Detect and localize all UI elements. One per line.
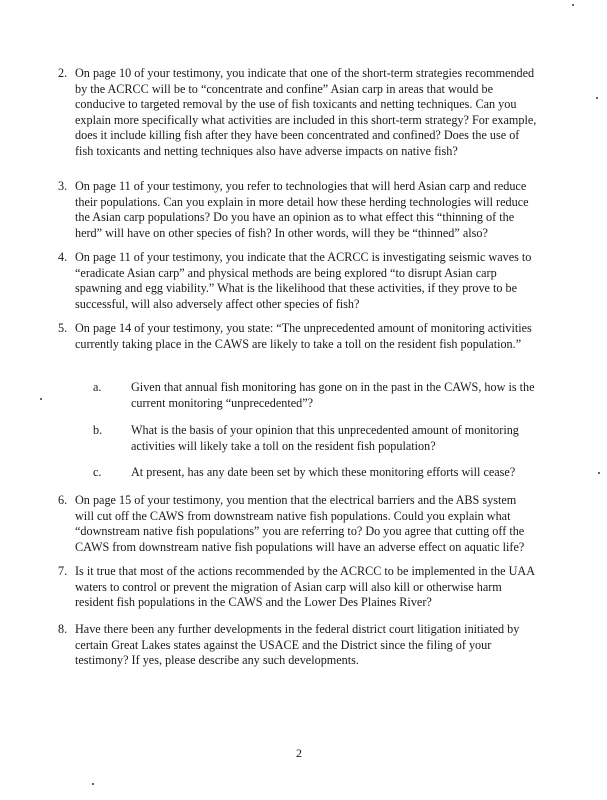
question-6 — [58, 493, 538, 555]
subquestion-text: At present, has any date been set by which these monitoring efforts will cease? — [131, 465, 516, 479]
question-text: On page 11 of your testimony, you refer to technologies that will herd Asian carp and reduce their populations. Can you explain in more detail how these herding technologies will reduce the Asian carp populations? Do you have an opinion as to what effect this “thinning of the herd” will have on other species of fish? In other words, will they be “thinned” also? — [75, 179, 529, 240]
question-text: Is it true that most of the actions recommended by the ACRCC to be implemented in the UAA waters to control or prevent the migration of Asian carp will also kill or otherwise harm resident fish populations in the CAWS and the Lower Des Plaines River? — [75, 564, 535, 609]
subquestion-text: What is the basis of your opinion that this unprecedented amount of monitoring activities will likely take a toll on the resident fish population? — [131, 423, 519, 453]
question-7 — [58, 564, 538, 611]
question-number: 6. — [58, 493, 68, 507]
subquestion-letter: a. — [93, 380, 102, 394]
question-number: 3. — [58, 179, 68, 193]
question-8 — [58, 622, 538, 669]
scan-speck — [596, 97, 598, 99]
subquestion-text: Given that annual fish monitoring has gone on in the past in the CAWS, how is the current monitoring “unprecedented”? — [131, 380, 535, 410]
scan-speck — [598, 472, 600, 474]
question-number: 2. — [58, 66, 68, 80]
subquestion-letter: b. — [93, 423, 103, 437]
scan-speck — [92, 783, 94, 785]
question-5 — [58, 321, 538, 352]
question-number: 5. — [58, 321, 68, 335]
question-3 — [58, 179, 538, 241]
question-text: Have there been any further developments in the federal district court litigation initiated by certain Great Lakes states against the USACE and the District since the filing of your testimony? If yes, please describe any such developments. — [75, 622, 520, 667]
scan-speck — [572, 4, 574, 6]
question-text: On page 15 of your testimony, you mention that the electrical barriers and the ABS system will cut off the CAWS from downstream native fish populations. Could you explain what “downstream native fish populations” you are referring to? Do you agree that cutting off the CAWS from downstream native fish populations will have an adverse effect on aquatic life? — [75, 493, 525, 554]
question-2 — [58, 66, 538, 159]
subquestion-a — [93, 380, 538, 411]
subquestion-c — [93, 465, 538, 481]
subquestion-b — [93, 423, 538, 454]
scan-speck — [40, 398, 42, 400]
question-number: 7. — [58, 564, 68, 578]
question-number: 8. — [58, 622, 68, 636]
question-number: 4. — [58, 250, 68, 264]
page-number: 2 — [296, 746, 302, 760]
question-text: On page 10 of your testimony, you indicate that one of the short-term strategies recommended by the ACRCC will be to “concentrate and confine” Asian carp in areas that would be conducive to targeted removal by the use of fish toxicants and netting techniques. Can you explain more specifically what activities are included in this short-term strategy? For example, does it include killing fish after they have been concentrated and confined? Does the use of fish toxicants and netting techniques also have adverse impacts on native fish? — [75, 66, 537, 158]
subquestion-letter: c. — [93, 465, 102, 479]
question-4 — [58, 250, 538, 312]
question-text: On page 14 of your testimony, you state: “The unprecedented amount of monitoring activities currently taking place in the CAWS are likely to take a toll on the resident fish population.” — [75, 321, 532, 351]
question-text: On page 11 of your testimony, you indicate that the ACRCC is investigating seismic waves to “eradicate Asian carp” and physical methods are being explored “to disrupt Asian carp spawning and egg viability.” What is the likelihood that these activities, if they prove to be successful, will also adversely affect other species of fish? — [75, 250, 532, 311]
